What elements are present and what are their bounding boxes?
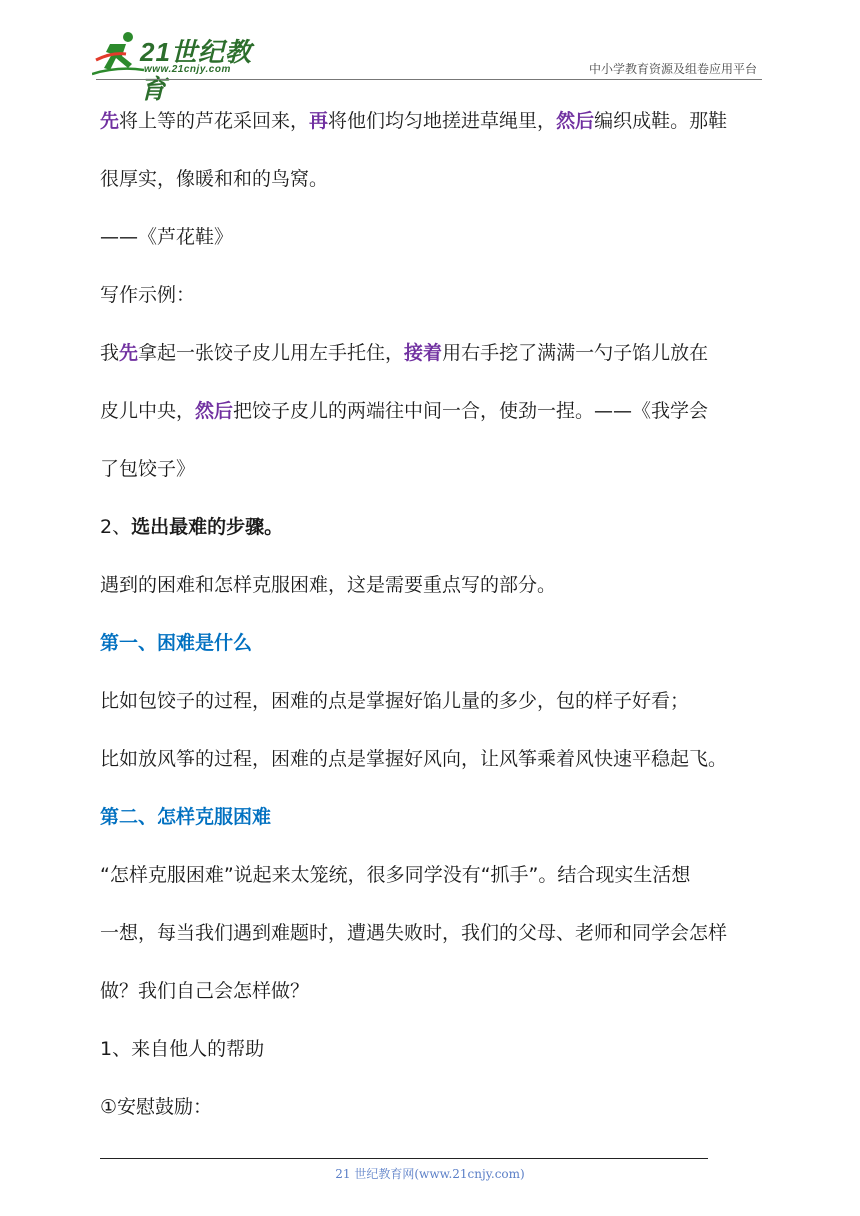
paragraph-steps-line2: 很厚实，像暖和和的鸟窝。 — [100, 168, 329, 190]
text-segment: 皮儿中央， — [100, 400, 196, 422]
text-segment: 把饺子皮儿的两端往中间一合，使劲一捏。——《我学会 — [233, 400, 709, 422]
difficulty-example-2: 比如放风筝的过程，困难的点是掌握好风向，让风筝乘着风快速平稳起飞。 — [100, 748, 728, 770]
text-segment: 我 — [100, 342, 120, 364]
keyword-next: 接着 — [404, 342, 443, 364]
section-heading-overcome: 第二、怎样克服困难 — [100, 806, 272, 828]
page-footer[interactable]: 21 世纪教育网(www.21cnjy.com) — [335, 1167, 525, 1181]
text-segment: 将他们均匀地搓进草绳里， — [328, 110, 557, 132]
keyword-finally: 然后 — [556, 110, 595, 132]
keyword-first: 先 — [100, 110, 120, 132]
header-divider — [96, 79, 762, 80]
overcome-paragraph-line2: 一想，每当我们遇到难题时，遭遇失败时，我们的父母、老师和同学会怎样 — [100, 922, 728, 944]
example-paragraph-line3: 了包饺子》 — [100, 458, 196, 480]
header-tagline: 中小学教育资源及组卷应用平台 — [588, 62, 757, 76]
step2-title: 选出最难的步骤。 — [131, 516, 284, 538]
step2-number: 2、 — [100, 516, 132, 538]
runner-logo-icon — [92, 30, 144, 78]
text-segment: 用右手挖了满满一勺子馅儿放在 — [442, 342, 709, 364]
footer-divider — [100, 1158, 708, 1159]
quote-source: ——《芦花鞋》 — [100, 226, 234, 248]
step2-description: 遇到的困难和怎样克服困难，这是需要重点写的部分。 — [100, 574, 557, 596]
keyword-finally: 然后 — [195, 400, 234, 422]
text-segment: 将上等的芦花采回来， — [119, 110, 310, 132]
logo-url: www.21cnjy.com — [144, 64, 231, 75]
example-paragraph-line2 — [100, 382, 768, 440]
list-subitem-comfort: ①安慰鼓励： — [100, 1096, 213, 1118]
site-logo[interactable] — [92, 30, 272, 104]
keyword-first: 先 — [119, 342, 139, 364]
paragraph-steps-line1 — [100, 92, 768, 150]
example-paragraph-line1 — [100, 324, 768, 382]
logo-text: 21世纪教育 — [140, 37, 252, 104]
list-item-help-from-others: 1、来自他人的帮助 — [100, 1038, 265, 1060]
page-header — [0, 0, 860, 104]
difficulty-example-1: 比如包饺子的过程，困难的点是掌握好馅儿量的多少，包的样子好看； — [100, 690, 690, 712]
overcome-paragraph-line3: 做？我们自己会怎样做？ — [100, 980, 310, 1002]
example-label: 写作示例： — [100, 284, 196, 306]
overcome-paragraph-line1: “怎样克服困难”说起来太笼统，很多同学没有“抓手”。结合现实生活想 — [100, 864, 691, 886]
text-segment: 编织成鞋。那鞋 — [594, 110, 728, 132]
step2-heading — [100, 498, 768, 556]
keyword-then: 再 — [309, 110, 329, 132]
document-body — [100, 92, 768, 1136]
text-segment: 拿起一张饺子皮儿用左手托住， — [138, 342, 405, 364]
section-heading-difficulty: 第一、困难是什么 — [100, 632, 253, 654]
